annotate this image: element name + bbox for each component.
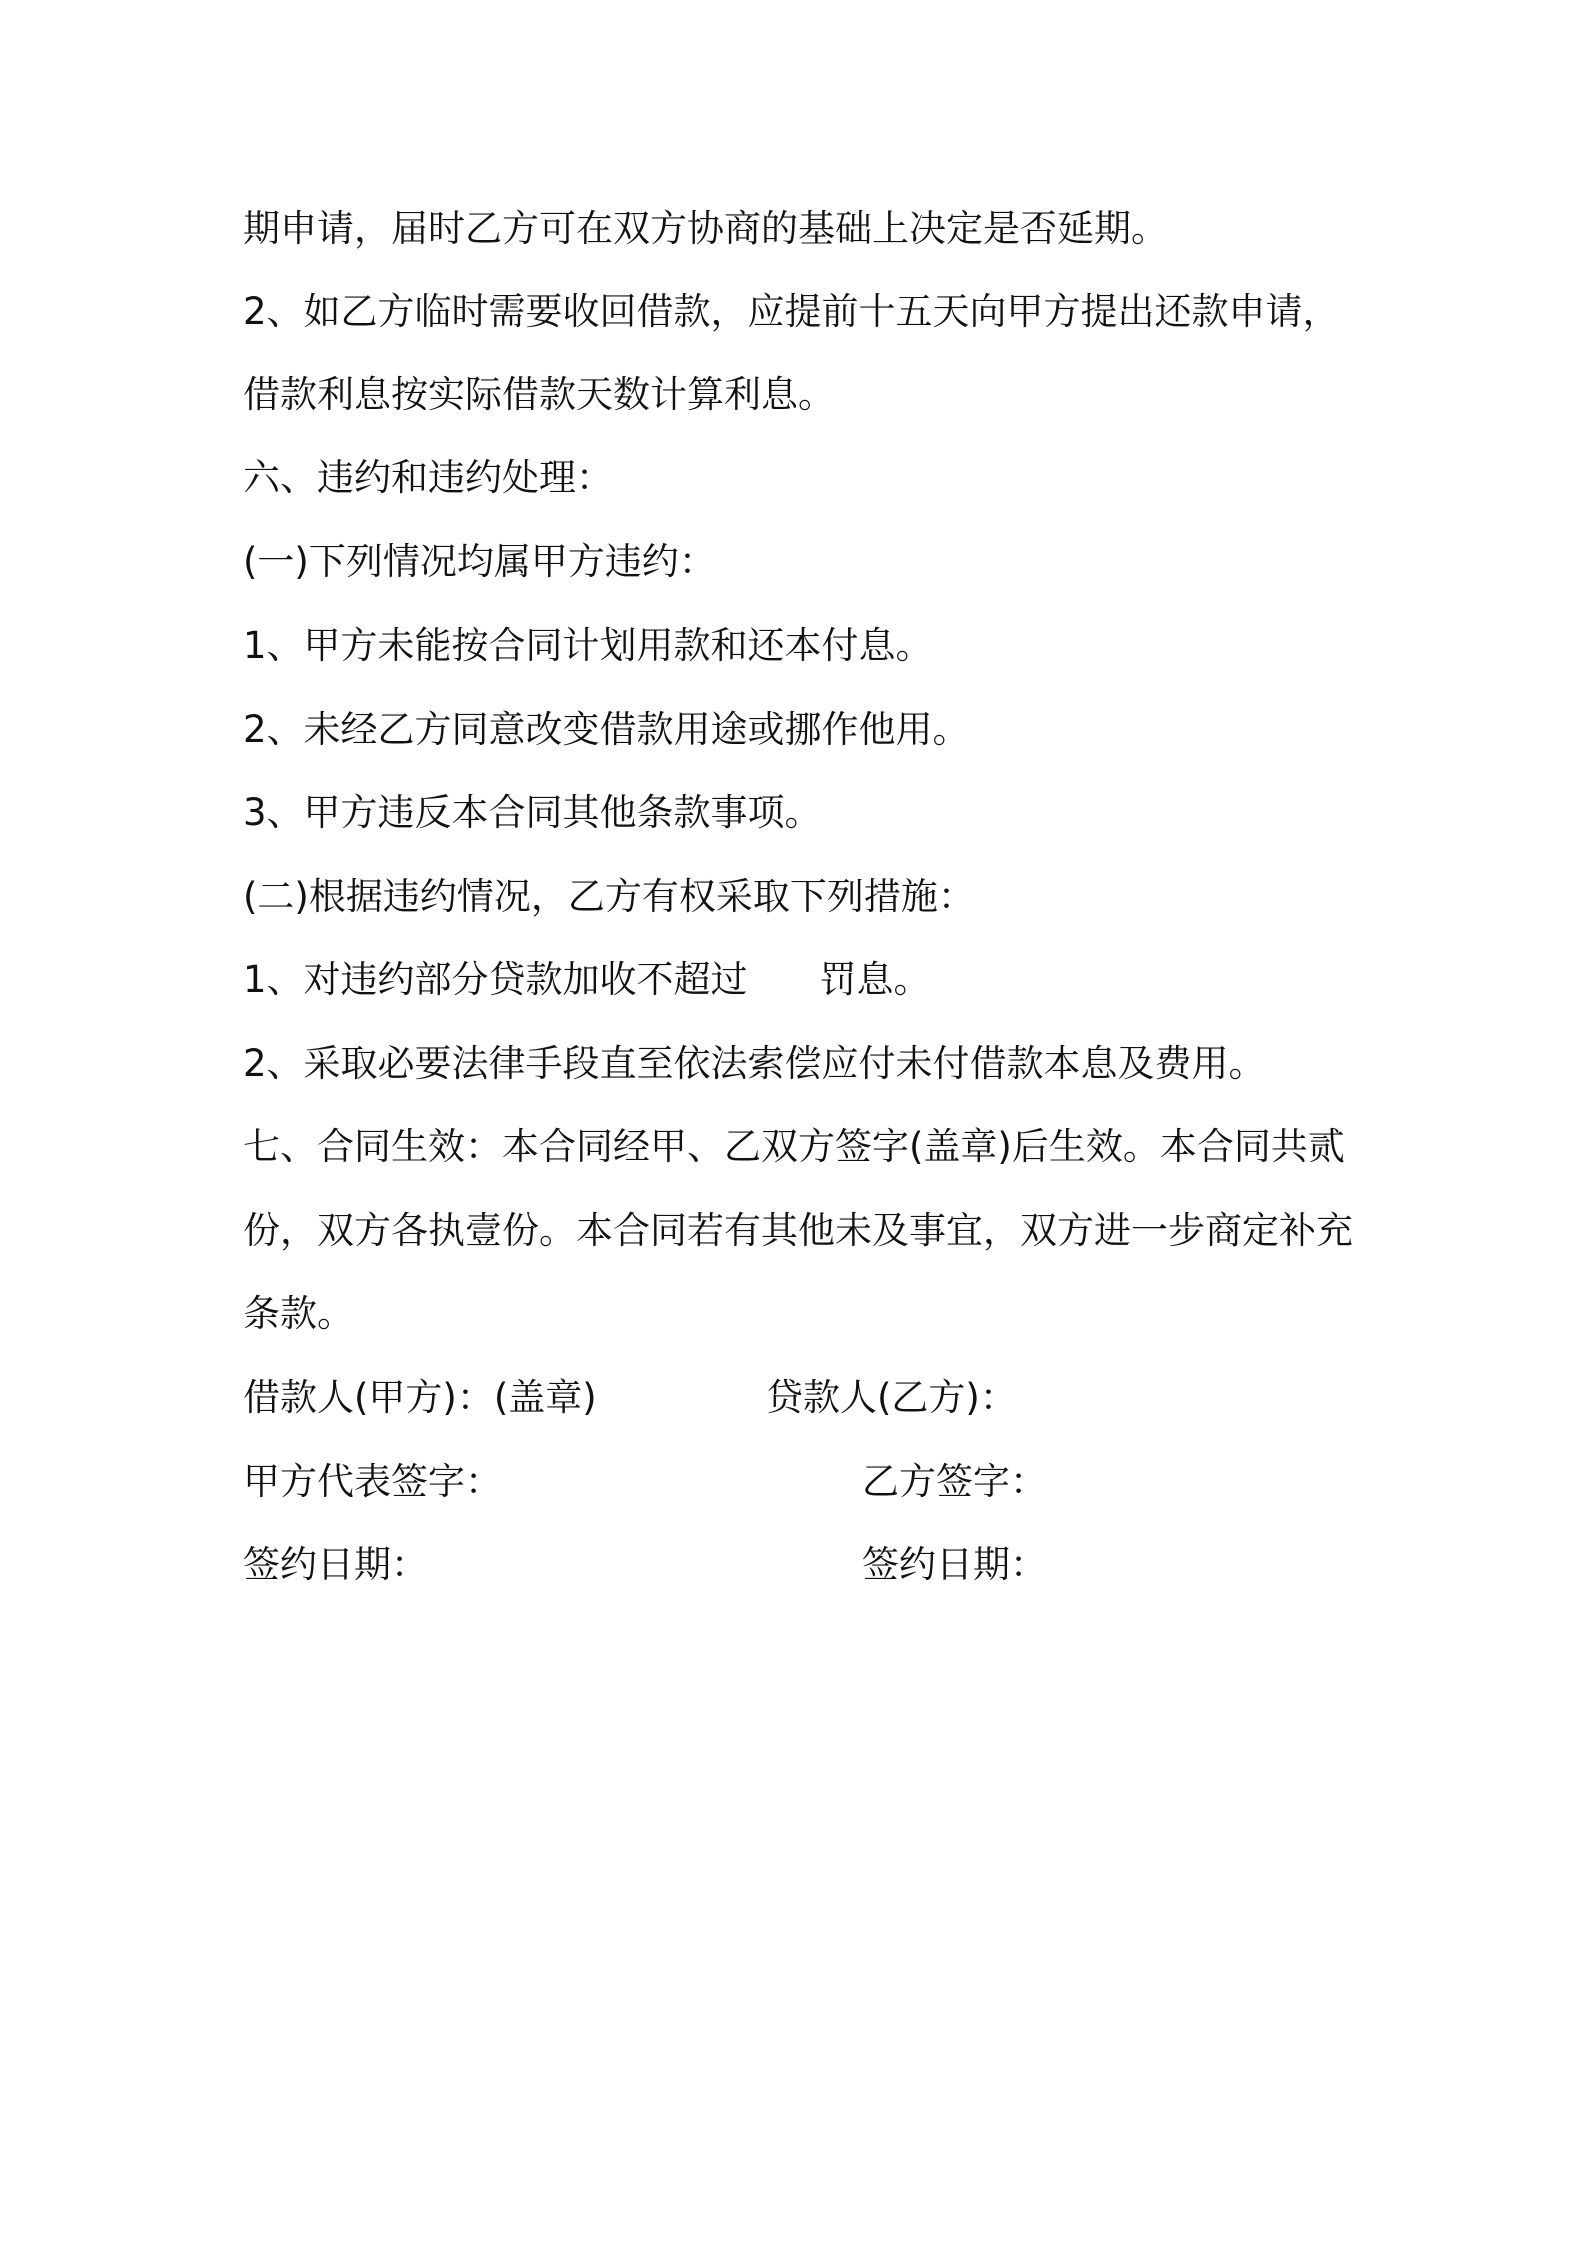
borrower-label: 借款人(甲方)：(盖章) (243, 1376, 597, 1419)
lender-label: 贷款人(乙方)： (766, 1376, 1017, 1419)
list-item-legal: 2、采取必要法律手段直至依法索偿应付未付借款本息及费用。 (243, 1042, 1266, 1085)
effective-line-3: 条款。 (243, 1292, 354, 1335)
paragraph-line-3: 借款利息按实际借款天数计算利息。 (243, 373, 835, 416)
paragraph-line-1: 期申请，届时乙方可在双方协商的基础上决定是否延期。 (243, 207, 1168, 250)
penalty-line (243, 956, 931, 1004)
effective-line-2: 份，双方各执壹份。本合同若有其他未及事宜，双方进一步商定补充 (243, 1209, 1353, 1252)
subsection-heading-two: (二)根据违约情况，乙方有权采取下列措施： (243, 875, 975, 918)
penalty-line-after: 罚息。 (819, 958, 931, 1001)
list-item-2: 2、未经乙方同意改变借款用途或挪作他用。 (243, 708, 970, 751)
penalty-line-before: 1、对违约部分贷款加收不超过 (243, 958, 748, 1001)
effective-line-1: 七、合同生效：本合同经甲、乙双方签字(盖章)后生效。本合同共贰 (243, 1125, 1345, 1168)
list-item-3: 3、甲方违反本合同其他条款事项。 (243, 791, 822, 834)
party-a-rep-label: 甲方代表签字： (243, 1460, 502, 1503)
list-item-1: 1、甲方未能按合同计划用款和还本付息。 (243, 624, 933, 667)
party-b-sign-label: 乙方签字： (862, 1460, 1047, 1503)
date-b-label: 签约日期： (862, 1543, 1047, 1586)
paragraph-line-2: 2、如乙方临时需要收回借款，应提前十五天向甲方提出还款申请， (243, 290, 1340, 333)
date-a-label: 签约日期： (243, 1543, 428, 1586)
subsection-heading-one: (一)下列情况均属甲方违约： (243, 540, 716, 583)
section-heading-breach: 六、违约和违约处理： (243, 456, 613, 499)
